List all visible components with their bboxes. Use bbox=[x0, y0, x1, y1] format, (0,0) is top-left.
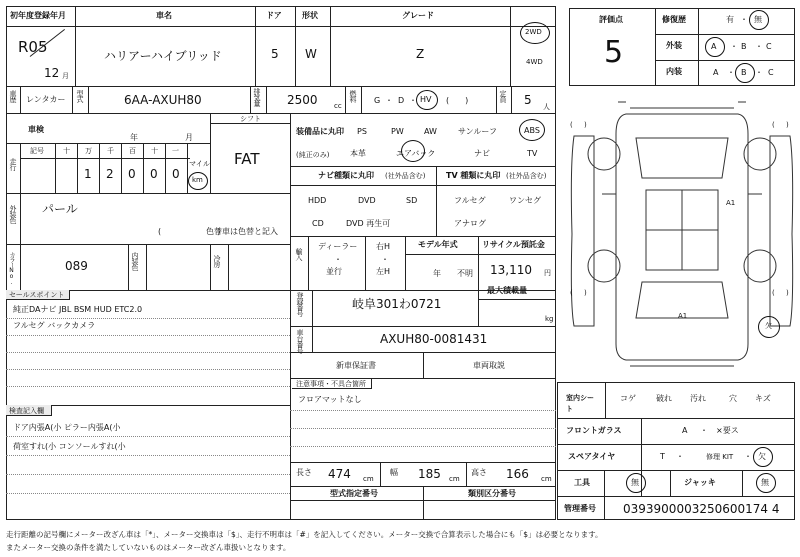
jack-label: ジャッキ bbox=[684, 478, 716, 487]
disp-value: 2500 bbox=[287, 93, 318, 107]
tv-title: TV 種類に丸印 bbox=[446, 171, 501, 180]
shaken-month-unit: 月 bbox=[185, 133, 193, 142]
height-label: 高さ bbox=[471, 468, 487, 477]
diag-paren-tr-c: ) bbox=[786, 121, 789, 129]
model-year-label: モデル年式 bbox=[418, 240, 458, 249]
equip-leather: 本革 bbox=[350, 149, 366, 158]
inspector-label: 検査記入欄 bbox=[9, 407, 44, 415]
diag-mark-a1-bottom: A1 bbox=[678, 312, 688, 320]
digit-h3: 千 bbox=[107, 147, 114, 155]
capacity-unit: 人 bbox=[543, 103, 550, 111]
drive-2wd: 2WD bbox=[525, 28, 542, 36]
grade-label: グレード bbox=[402, 11, 434, 20]
exterior-b: B bbox=[741, 42, 747, 51]
equip-ps: PS bbox=[357, 127, 367, 136]
import-heiko: 並行 bbox=[326, 267, 342, 276]
interior-color-label: 内装色 bbox=[131, 252, 139, 270]
equip-tv: TV bbox=[527, 149, 538, 158]
color-no-label: カラーNo. bbox=[8, 252, 15, 285]
notes-label: 注意事項・不具合箇所 bbox=[296, 380, 366, 388]
repair-label: 修復歴 bbox=[662, 15, 686, 24]
spare-kit: 修理 KIT bbox=[706, 453, 734, 461]
sales-line2: フルセグ バックカメラ bbox=[13, 321, 96, 330]
reg-year: R05 bbox=[18, 38, 48, 56]
glass-a: A bbox=[682, 426, 688, 435]
diag-paren-tl-o: ( bbox=[570, 121, 573, 129]
disp-label: 排気量 bbox=[253, 88, 261, 106]
score-value: 5 bbox=[604, 35, 624, 70]
digit-h1: 十 bbox=[63, 147, 70, 155]
diag-mark-a1-right: A1 bbox=[726, 199, 736, 207]
mileage-digit-5: 0 bbox=[172, 167, 180, 181]
digit-h4: 百 bbox=[129, 147, 136, 155]
equip-sub: (純正のみ) bbox=[296, 151, 330, 159]
import-dealer: ディーラー bbox=[318, 242, 358, 251]
type-desig-label: 型式指定番号 bbox=[330, 489, 378, 498]
capacity-label: 定員 bbox=[499, 90, 507, 102]
spare-t: T bbox=[660, 452, 665, 461]
tv-analog: アナログ bbox=[454, 219, 486, 228]
color-label: 外装色 bbox=[9, 205, 17, 223]
import-dot: ・ bbox=[334, 255, 342, 264]
color-no: 089 bbox=[65, 259, 88, 273]
length-value: 474 bbox=[328, 467, 351, 481]
class-label: 類別区分番号 bbox=[468, 489, 516, 498]
diag-ketsu: 欠 bbox=[765, 322, 772, 330]
ac-label: 冷房 bbox=[213, 255, 221, 267]
spare-ketsu: 欠 bbox=[758, 452, 766, 461]
equip-sunroof: サンルーフ bbox=[458, 127, 497, 136]
navi-sd: SD bbox=[406, 196, 418, 205]
max-load-kg: kg bbox=[545, 315, 554, 323]
color-paren: ( ) bbox=[158, 227, 221, 236]
fuel-paren: ( ) bbox=[446, 96, 469, 105]
spare-sep1: ・ bbox=[676, 452, 684, 461]
diag-paren-bl-o: ( bbox=[570, 289, 573, 297]
repair-yes: 有 bbox=[726, 15, 734, 24]
reg-year-label: 初年度登録年月 bbox=[10, 11, 66, 20]
width-unit: cm bbox=[449, 475, 460, 483]
reki-label: 車歴 bbox=[9, 90, 17, 102]
glass-label: フロントガラス bbox=[566, 426, 622, 435]
inspector-line1: ドア内張A(小 ピラー内張A(小 bbox=[13, 423, 121, 432]
car-name-label: 車名 bbox=[156, 11, 172, 20]
interior-label: 内装 bbox=[666, 67, 682, 76]
chassis-value: AXUH80-0081431 bbox=[380, 332, 488, 346]
interior-b: B bbox=[741, 68, 747, 77]
navi-cd: CD bbox=[312, 219, 324, 228]
navi-dvd: DVD bbox=[358, 196, 376, 205]
seat-yabure: 破れ bbox=[656, 394, 672, 403]
diag-paren-tr-o: ( bbox=[772, 121, 775, 129]
length-label: 長さ bbox=[296, 468, 312, 477]
digit-h5: 十 bbox=[151, 147, 158, 155]
tv-oneseg: ワンセグ bbox=[509, 196, 541, 205]
capacity-value: 5 bbox=[524, 93, 532, 107]
left-h: 左H bbox=[376, 267, 391, 276]
equip-aw: AW bbox=[424, 127, 437, 136]
km-label: km bbox=[192, 176, 203, 184]
digit-h2: 万 bbox=[85, 147, 92, 155]
mgmt-label: 管理番号 bbox=[564, 504, 596, 513]
tool-value: 無 bbox=[631, 478, 639, 487]
car-diagram bbox=[566, 94, 798, 380]
reki-value: レンタカー bbox=[26, 95, 66, 104]
exterior-c: C bbox=[766, 42, 772, 51]
interior-a: A bbox=[713, 68, 719, 77]
color-note: 色替車は色替と記入 bbox=[206, 227, 278, 236]
interior-c: C bbox=[768, 68, 774, 77]
fuel-sep1: ・ bbox=[385, 96, 393, 105]
mileage-digit-1: 1 bbox=[84, 167, 92, 181]
seat-koge: コゲ bbox=[620, 394, 636, 403]
height-unit: cm bbox=[541, 475, 552, 483]
cc-unit: cc bbox=[334, 102, 342, 110]
inspector-line2: 荷室すれ(小 コンソールすれ(小 bbox=[13, 442, 126, 451]
car-name: ハリアーハイブリッド bbox=[104, 49, 222, 63]
equip-airbag: エアバック bbox=[396, 149, 436, 158]
model-year-unit: 年 bbox=[433, 269, 441, 278]
equip-abs: ABS bbox=[524, 126, 540, 135]
grade-value: Z bbox=[416, 47, 425, 61]
fuel-label: 燃料 bbox=[349, 90, 357, 102]
shift-label: シフト bbox=[240, 115, 261, 123]
model-label: 型式 bbox=[76, 90, 84, 102]
equip-title: 装備品に丸印 bbox=[296, 127, 344, 136]
navi-hdd: HDD bbox=[308, 196, 327, 205]
digit-h6: 一 bbox=[172, 147, 179, 155]
fuel-sep2: ・ bbox=[409, 96, 417, 105]
equip-pw: PW bbox=[391, 127, 404, 136]
model-year-unknown: 不明 bbox=[457, 269, 473, 278]
mileage-label: 走行 bbox=[9, 158, 17, 170]
length-unit: cm bbox=[363, 475, 374, 483]
chassis-label: 車台番号 bbox=[296, 329, 304, 353]
exterior-label: 外装 bbox=[666, 41, 682, 50]
tv-fullseg: フルセグ bbox=[454, 196, 486, 205]
width-label: 幅 bbox=[390, 468, 398, 477]
seat-yogore: 汚れ bbox=[690, 394, 706, 403]
mile-label: マイル bbox=[189, 160, 210, 168]
navi-dvd-play: DVD 再生可 bbox=[346, 219, 391, 228]
width-value: 185 bbox=[418, 467, 441, 481]
digit-h0: 記号 bbox=[30, 147, 44, 155]
notes-text: フロアマットなし bbox=[298, 395, 362, 404]
seat-kizu: キズ bbox=[755, 394, 771, 403]
new-car-warranty: 新車保証書 bbox=[336, 361, 376, 370]
diag-paren-br-c: ) bbox=[786, 289, 789, 297]
shaken-year-unit: 年 bbox=[130, 133, 138, 142]
exterior-a: A bbox=[711, 42, 717, 51]
interior-sep2: ・ bbox=[755, 68, 763, 77]
right-h: 右H bbox=[376, 242, 391, 251]
diag-paren-tl-c: ) bbox=[584, 121, 587, 129]
repair-sep: ・ bbox=[740, 15, 748, 24]
fuel-d: D bbox=[398, 96, 405, 105]
mgmt-value: 0393900003250600174 4 bbox=[623, 502, 780, 516]
door-label: ドア bbox=[266, 11, 282, 20]
sales-label: セールスポイント bbox=[9, 291, 65, 299]
seat-ana: 穴 bbox=[729, 394, 737, 403]
recycle-label: リサイクル預託金 bbox=[482, 240, 545, 249]
spare-sep2: ・ bbox=[744, 452, 752, 461]
footer-line1: 走行距離の記号欄にメーター改ざん車は「*」、メーター交換車は「$」、走行不明車は「#」を記入してください。メーター交換で合算表示した場合にも「$」は必要となります。 bbox=[6, 530, 603, 539]
month-unit: 月 bbox=[62, 72, 69, 80]
navi-title: ナビ種類に丸印 bbox=[318, 171, 374, 180]
car-manual: 車両取説 bbox=[473, 361, 505, 370]
max-load-label: 最大積載量 bbox=[487, 286, 527, 295]
fuel-hv: HV bbox=[420, 95, 432, 104]
tool-label: 工具 bbox=[574, 478, 590, 487]
plate-value: 岐阜301わ0721 bbox=[352, 297, 442, 311]
seat-label: 室内シート bbox=[566, 394, 594, 413]
shift-value: FAT bbox=[234, 150, 260, 168]
shape-value: W bbox=[305, 47, 317, 61]
shape-label: 形状 bbox=[302, 11, 318, 20]
mileage-digit-4: 0 bbox=[150, 167, 158, 181]
mileage-digit-3: 0 bbox=[128, 167, 136, 181]
height-value: 166 bbox=[506, 467, 529, 481]
recycle-value: 13,110 bbox=[490, 263, 532, 277]
recycle-yen: 円 bbox=[544, 269, 551, 277]
tv-note: (社外品含む) bbox=[506, 172, 547, 180]
equip-navi: ナビ bbox=[474, 149, 490, 158]
diag-paren-br-o: ( bbox=[772, 289, 775, 297]
interior-sep1: ・ bbox=[727, 68, 735, 77]
diag-paren-bl-c: ) bbox=[584, 289, 587, 297]
exterior-sep2: ・ bbox=[755, 42, 763, 51]
repair-no: 無 bbox=[754, 15, 762, 24]
model-value: 6AA-AXUH80 bbox=[124, 93, 202, 107]
color-value: パール bbox=[42, 202, 78, 216]
spare-label: スペアタイヤ bbox=[568, 452, 616, 461]
fuel-g: G bbox=[374, 96, 381, 105]
plate-label: 登録番号 bbox=[296, 292, 304, 316]
sales-line1: 純正DAナビ JBL BSM HUD ETC2.0 bbox=[13, 305, 143, 314]
score-label: 評価点 bbox=[599, 15, 623, 24]
glass-ys: ×要ス bbox=[716, 426, 739, 435]
shaken-label: 車検 bbox=[28, 125, 44, 134]
rl-dot: ・ bbox=[381, 255, 389, 264]
mileage-digit-2: 2 bbox=[106, 167, 114, 181]
drive-4wd: 4WD bbox=[526, 58, 543, 66]
exterior-sep1: ・ bbox=[730, 42, 738, 51]
reg-month: 12 bbox=[44, 66, 60, 80]
jack-value: 無 bbox=[761, 478, 769, 487]
footer-line2: またメーター交換の条件を満たしていないものはメーター改ざん車扱いとなります。 bbox=[6, 543, 291, 552]
navi-note: (社外品含む) bbox=[385, 172, 426, 180]
glass-sep: ・ bbox=[700, 426, 708, 435]
door-value: 5 bbox=[271, 47, 279, 61]
import-label: 輸入 bbox=[295, 248, 303, 260]
